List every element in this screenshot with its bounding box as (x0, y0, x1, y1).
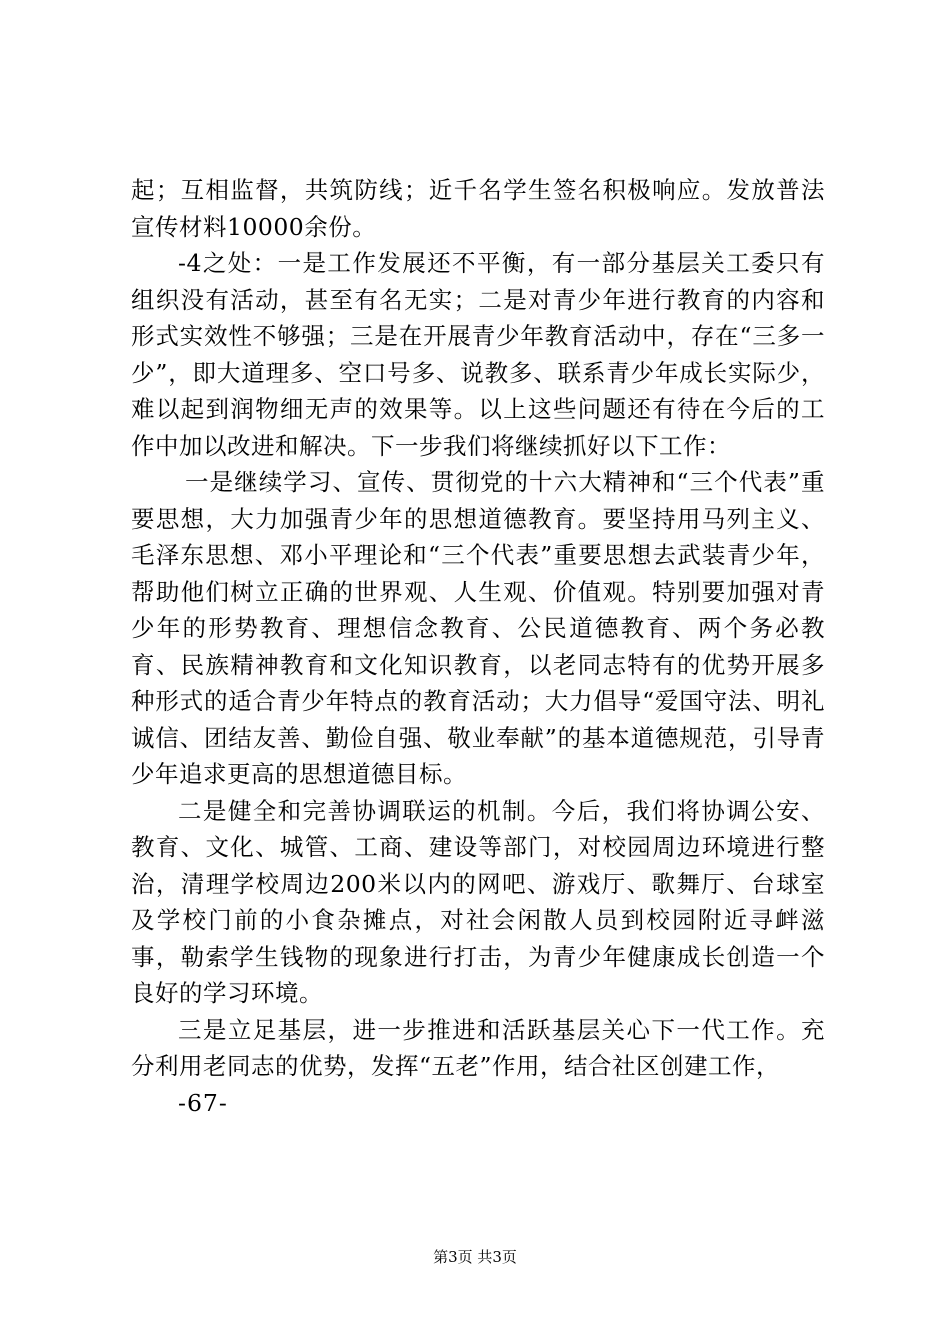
paragraph-1: 起；互相监督，共筑防线；近千名学生签名积极响应。发放普法宣传材料10000余份。 (131, 176, 825, 241)
paragraph-3: 一是继续学习、宣传、贯彻党的十六大精神和“三个代表”重要思想，大力加强青少年的思想道德教育。要坚持用马列主义、毛泽东思想、邓小平理论和“三个代表”重要思想去武装青少年，帮助他们树立正确的世界观、人生观、价值观。特别要加强对青少年的形势教育、理想信念教育、公民道德教育、两个务必教育、民族精神教育和文化知识教育，以老同志特有的优势开展多种形式的适合青少年特点的教育活动；大力倡导“爱国守法、明礼诚信、团结友善、勤俭自强、敬业奉献”的基本道德规范，引导青少年追求更高的思想道德目标。 (131, 468, 825, 788)
paragraph-4: 二是健全和完善协调联运的机制。今后，我们将协调公安、教育、文化、城管、工商、建设等部门，对校园周边环境进行整治，清理学校周边200米以内的网吧、游戏厅、歌舞厅、台球室及学校门前的小食杂摊点，对社会闲散人员到校园附近寻衅滋事，勒索学生钱物的现象进行打击，为青少年健康成长创造一个良好的学习环境。 (131, 796, 825, 1007)
paragraph-5: 三是立足基层，进一步推进和活跃基层关心下一代工作。充分利用老同志的优势，发挥“五老”作用，结合社区创建工作， (131, 1015, 825, 1080)
inline-page-marker: -67- (178, 1088, 228, 1117)
document-body (131, 172, 825, 1121)
paragraph-2: -4之处：一是工作发展还不平衡，有一部分基层关工委只有组织没有活动，甚至有名无实；二是对青少年进行教育的内容和形式实效性不够强；三是在开展青少年教育活动中，存在“三多一少”，即大道理多、空口号多、说教多、联系青少年成长实际少，难以起到润物细无声的效果等。以上这些问题还有待在今后的工作中加以改进和解决。下一步我们将继续抓好以下工作： (131, 249, 825, 460)
page-footer: 第3页 共3页 (433, 1248, 517, 1266)
